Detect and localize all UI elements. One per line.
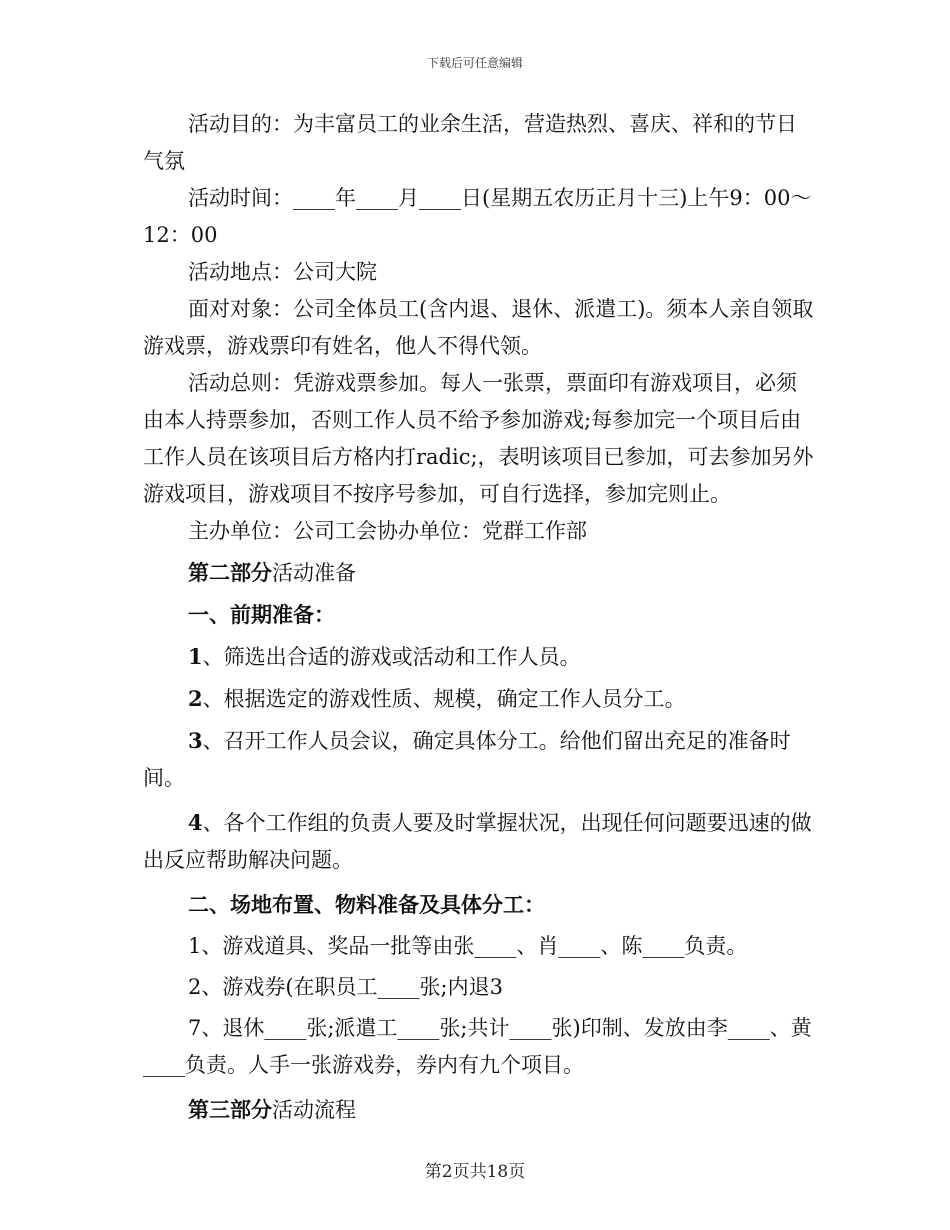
paragraph-time: 活动时间：____年____月____日(星期五农历正月十三)上午9：00～12：00 (143, 186, 812, 247)
list-item-2: 2、根据选定的游戏性质、规模，确定工作人员分工。 (188, 686, 686, 711)
list-item-3: 3、召开工作人员会议，确定具体分工。给他们留出充足的准备时间。 (143, 728, 791, 790)
subheading-venue-materials: 二、场地布置、物料准备及具体分工： (188, 892, 545, 917)
paragraph-purpose: 活动目的：为丰富员工的业余生活，营造热烈、喜庆、祥和的节日气氛 (143, 112, 797, 173)
paragraph-location: 活动地点：公司大院 (188, 260, 377, 284)
list-item-1: 1、筛选出合适的游戏或活动和工作人员。 (188, 644, 581, 669)
paragraph-organizer: 主办单位：公司工会协办单位：党群工作部 (188, 519, 587, 543)
list-item-tickets: 2、游戏券(在职员工____张;内退3 (188, 975, 503, 999)
list-item-distribution: 7、退休____张;派遣工____张;共计____张)印制、发放由李____、黄____负责。人手一张游戏券，券内有九个项目。 (143, 1016, 812, 1077)
subheading-preparation: 一、前期准备： (188, 602, 335, 627)
paragraph-audience: 面对对象：公司全体员工(含内退、退休、派遣工)。须本人亲自领取游戏票，游戏票印有姓名，他人不得代领。 (143, 297, 814, 358)
paragraph-rules: 活动总则：凭游戏票参加。每人一张票，票面印有游戏项目，必须由本人持票参加，否则工作人员不给予参加游戏;每参加完一个项目后由工作人员在该项目后方格内打radic;，表明该项目已参加，可去参加另外游戏项目，游戏项目不按序号参加，可自行选择，参加完则止。 (143, 371, 814, 506)
section-heading-part-two: 第二部分活动准备 (188, 560, 356, 585)
list-item-4: 4、各个工作组的负责人要及时掌握状况，出现任何问题要迅速的做出反应帮助解决问题。 (143, 810, 812, 872)
page-footer: 第2页共18页 (424, 1162, 526, 1182)
page-header: 下载后可任意编辑 (426, 56, 523, 70)
document-body (143, 106, 815, 1129)
section-heading-part-three: 第三部分活动流程 (188, 1097, 356, 1122)
list-item-props: 1、游戏道具、奖品一批等由张____、肖____、陈____负责。 (188, 934, 748, 958)
